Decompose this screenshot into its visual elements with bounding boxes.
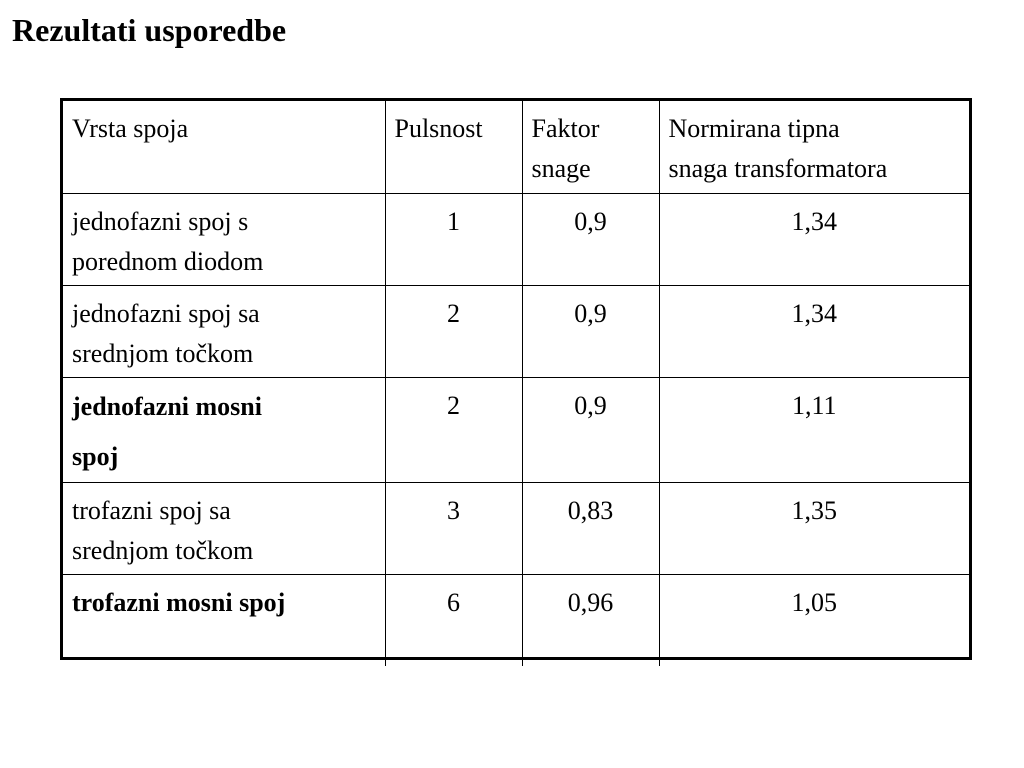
header-line: snage [531,154,591,183]
header-pulsnost [385,101,522,193]
cell-pulsnost: 3 [385,482,522,574]
name-line: jednofazni spoj sa [72,298,260,328]
cell-normirana-snaga: 1,34 [659,193,969,285]
cell-vrsta-spoja [63,574,385,666]
cell-pulsnost: 2 [385,377,522,482]
header-faktor-snage [522,101,659,193]
table-row [63,377,969,482]
cell-vrsta-spoja [63,285,385,377]
header-line: snaga transformatora [668,154,888,183]
cell-vrsta-spoja [63,377,385,482]
header-vrsta-spoja [63,101,385,193]
name-line: jednofazni spoj s [72,206,249,236]
table-row [63,285,969,377]
cell-pulsnost: 2 [385,285,522,377]
table-row [63,482,969,574]
name-line: srednjom točkom [72,535,254,565]
name-line: jednofazni mosni [72,391,262,421]
header-normirana-snaga [659,101,969,193]
header-line: Faktor [531,114,600,143]
cell-normirana-snaga: 1,34 [659,285,969,377]
header-line: Pulsnost [394,114,483,143]
comparison-table [63,101,969,666]
cell-pulsnost: 6 [385,574,522,666]
table-row [63,574,969,666]
name-line: spoj [72,441,119,471]
header-line: Normirana tipna [668,114,840,143]
slide-title: Rezultati usporedbe [12,12,287,48]
cell-faktor-snage: 0,9 [522,285,659,377]
name-line: porednom diodom [72,246,264,276]
table-row [63,193,969,285]
cell-normirana-snaga: 1,05 [659,574,969,666]
cell-pulsnost: 1 [385,193,522,285]
cell-faktor-snage: 0,96 [522,574,659,666]
header-line: Vrsta spoja [72,114,189,143]
name-line: trofazni mosni spoj [72,587,286,617]
cell-normirana-snaga: 1,11 [659,377,969,482]
comparison-table-frame [60,98,972,660]
cell-normirana-snaga: 1,35 [659,482,969,574]
cell-faktor-snage: 0,9 [522,377,659,482]
name-line: trofazni spoj sa [72,495,231,525]
table-header-row [63,101,969,193]
cell-faktor-snage: 0,9 [522,193,659,285]
name-line: srednjom točkom [72,338,254,368]
cell-vrsta-spoja [63,482,385,574]
cell-vrsta-spoja [63,193,385,285]
cell-faktor-snage: 0,83 [522,482,659,574]
